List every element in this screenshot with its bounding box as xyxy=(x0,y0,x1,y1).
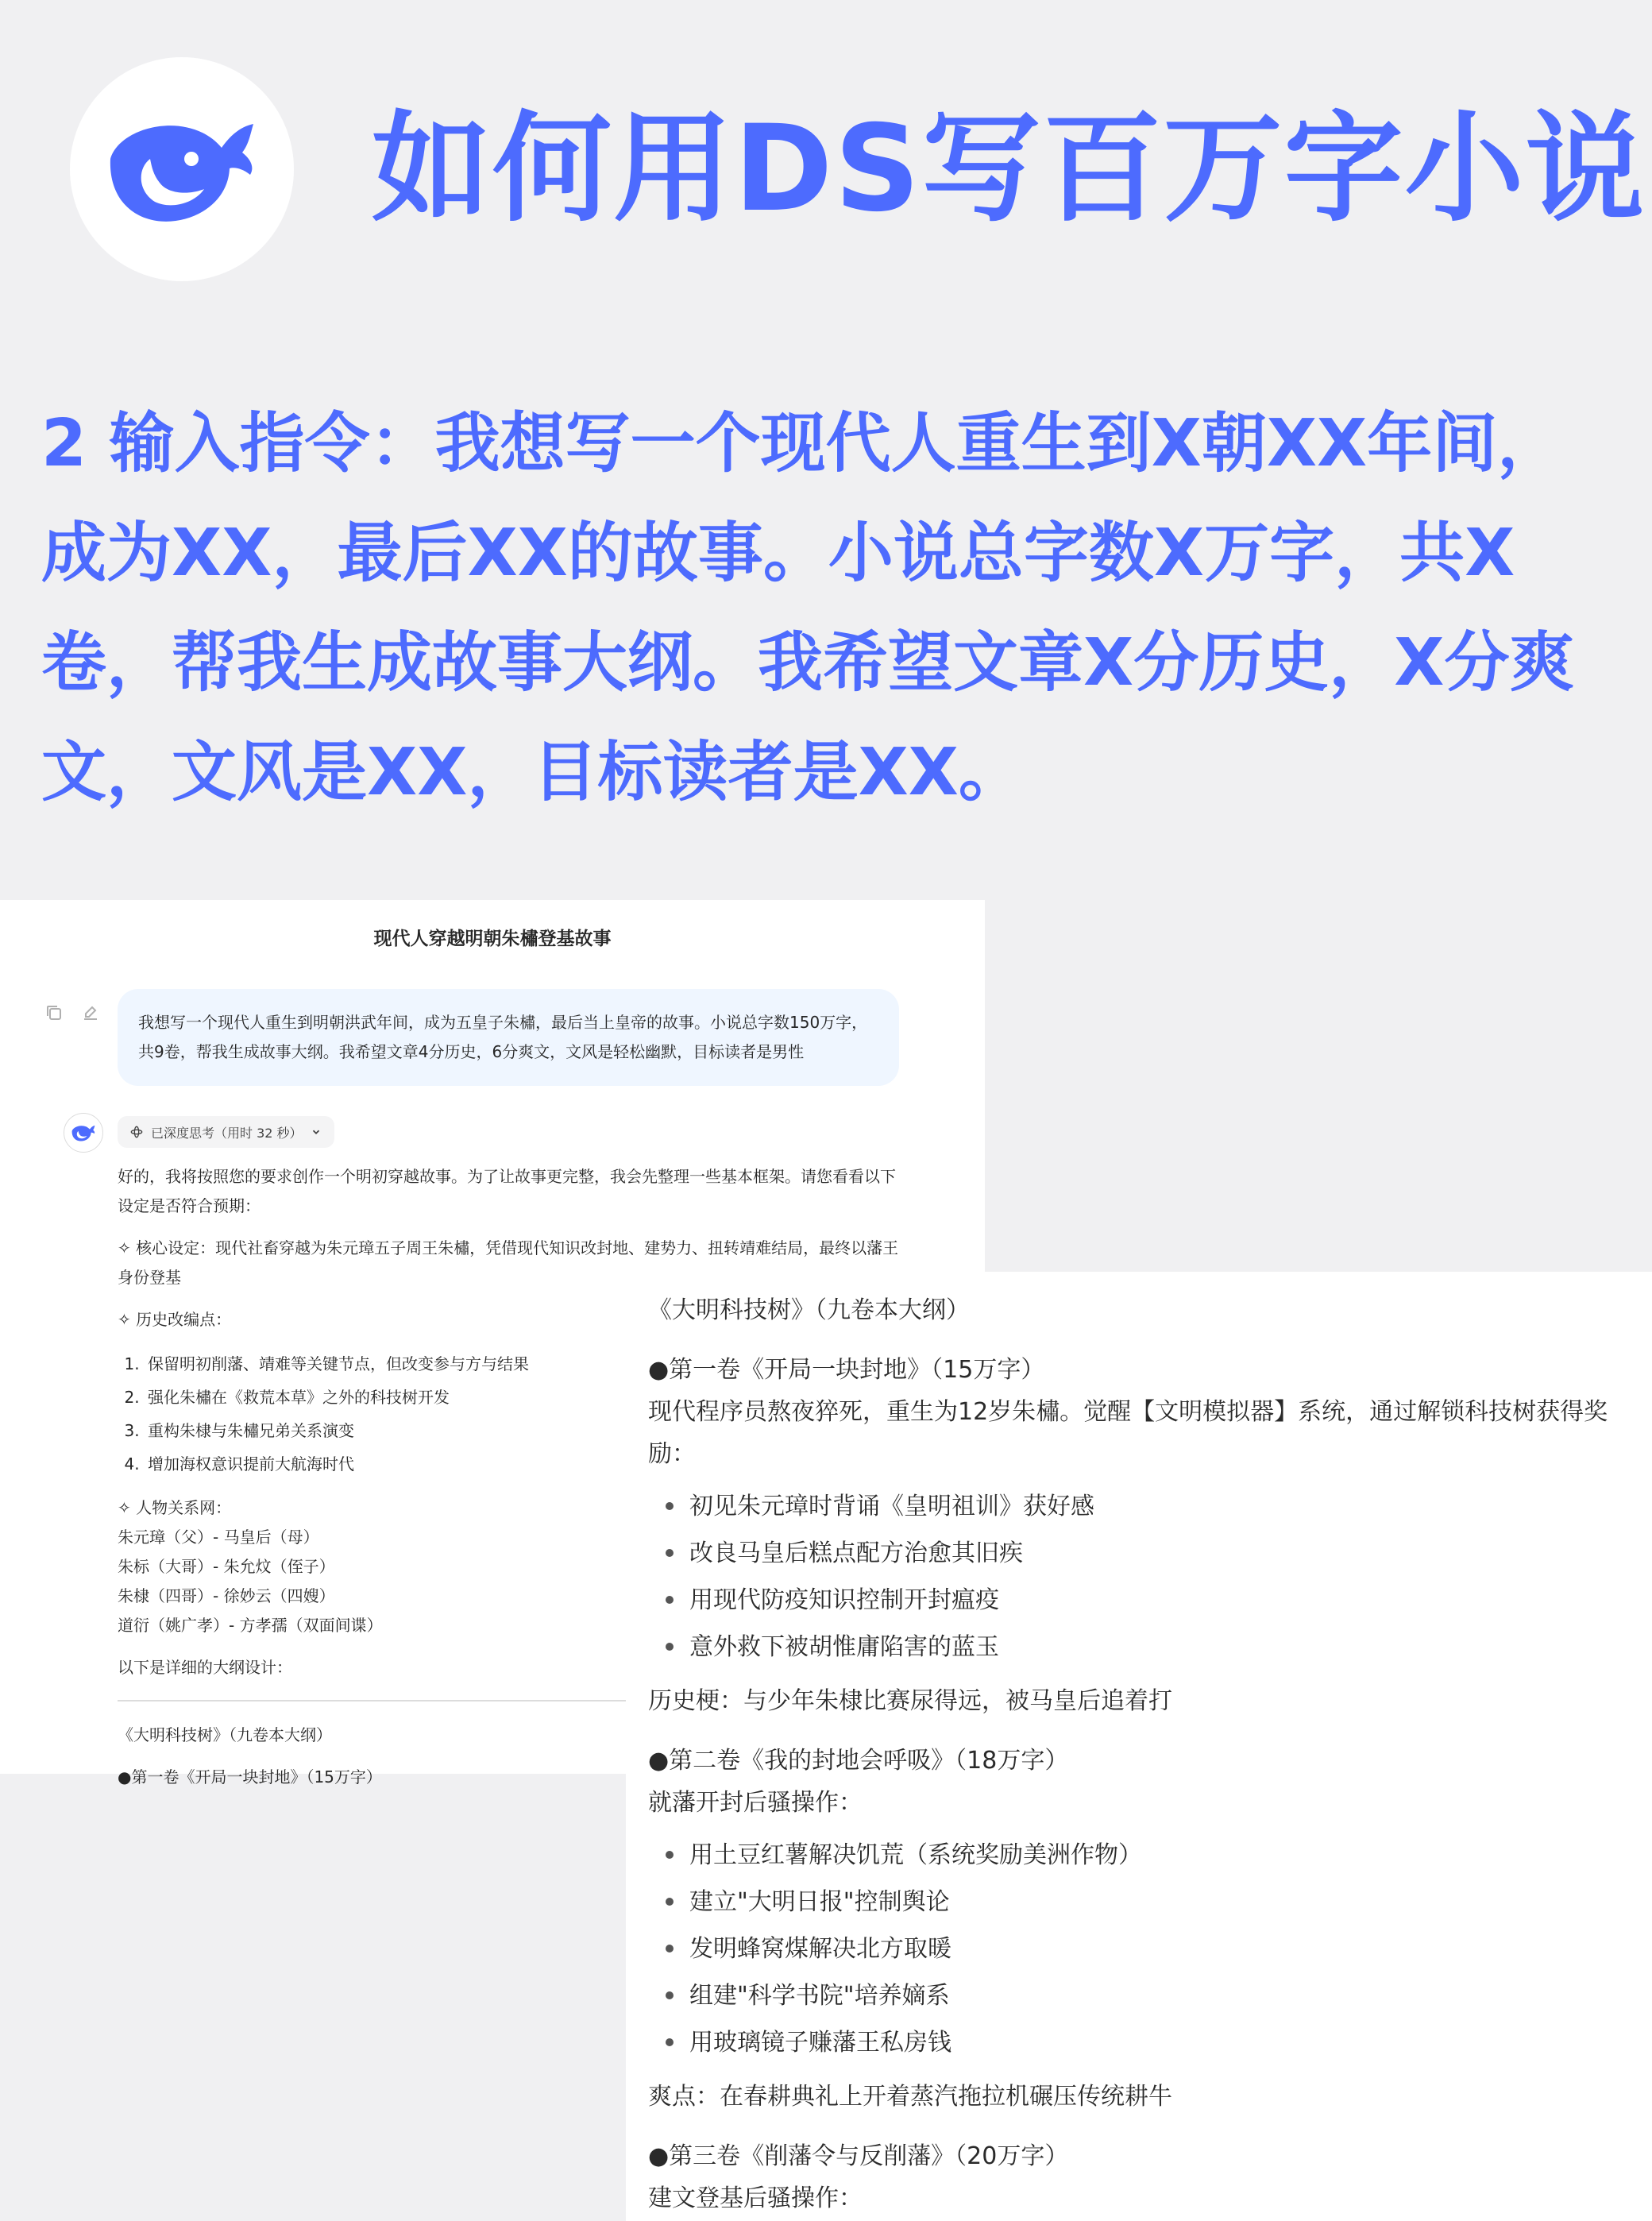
volume-heading: ●第二卷《我的封地会呼吸》（18万字） xyxy=(648,1747,1069,1775)
list-item: 组建"科学书院"培养嫡系 xyxy=(689,1972,1641,2019)
whale-icon xyxy=(102,110,261,229)
instruction-text: 2 输入指令：我想写一个现代人重生到X朝XX年间，成为XX，最后XX的故事。小说总字数X万字，共X卷，帮我生成故事大纲。我希望文章X分历史，X分爽文，文风是XX，目标读者是XX。 xyxy=(41,406,1575,810)
deepseek-logo xyxy=(70,57,294,281)
outline-screenshot xyxy=(626,1272,1652,2221)
page-title: 如何用DS写百万字小说 xyxy=(372,100,1646,238)
volume-note: 历史梗：与少年朱棣比赛尿得远，被马皇后追着打 xyxy=(648,1687,1172,1715)
list-item: 初见朱元璋时背诵《皇明祖训》获好感 xyxy=(689,1483,1641,1530)
whale-icon xyxy=(71,1123,96,1142)
history-heading: ✧ 历史改编点： xyxy=(118,1310,232,1329)
list-item: 朱棣（四哥）- 徐妙云（四嫂） xyxy=(118,1586,335,1605)
chat-title: 现代人穿越明朝朱橚登基故事 xyxy=(373,929,612,949)
list-item: 1. 保留明初削藩、靖难等关键节点，但改变参与方与结果 xyxy=(145,1347,904,1381)
volume-note: 爽点：在春耕典礼上开着蒸汽拖拉机碾压传统耕牛 xyxy=(648,2083,1172,2111)
assistant-avatar xyxy=(64,1113,103,1153)
list-item: 用土豆红薯解决饥荒（系统奖励美洲作物） xyxy=(689,1832,1641,1879)
list-item: 朱标（大哥）- 朱允炆（侄子） xyxy=(118,1557,335,1576)
edit-icon[interactable] xyxy=(81,1003,100,1022)
core-setting: ✧ 核心设定：现代社畜穿越为朱元璋五子周王朱橚，凭借现代知识改封地、建势力、扭转靖难结局，最终以藩王身份登基 xyxy=(118,1238,899,1287)
list-item: 道衍（姚广孝）- 方孝孺（双面间谍） xyxy=(118,1616,383,1635)
deep-think-label: 已深度思考（用时 32 秒） xyxy=(151,1125,303,1141)
cut-off-line: ●第一卷《开局一块封地》（15万字） xyxy=(118,1767,382,1786)
volume-desc: 建文登基后骚操作： xyxy=(648,2184,863,2212)
volume-heading: ●第三卷《削藩令与反削藩》（20万字） xyxy=(648,2142,1069,2170)
chevron-down-icon xyxy=(311,1126,322,1138)
list-item: 建立"大明日报"控制舆论 xyxy=(689,1879,1641,1926)
outline-title: 《大明科技树》（九卷本大纲） xyxy=(648,1296,970,1324)
list-item: 2. 强化朱橚在《救荒本草》之外的科技树开发 xyxy=(145,1381,904,1414)
list-item: 4. 增加海权意识提前大航海时代 xyxy=(145,1447,904,1481)
list-item: 用玻璃镜子赚藩王私房钱 xyxy=(689,2019,1641,2066)
copy-icon[interactable] xyxy=(44,1003,64,1022)
volume-desc: 就藩开封后骚操作： xyxy=(648,1789,863,1817)
outline-lead: 以下是详细的大纲设计： xyxy=(118,1658,292,1677)
list-item: 发明蜂窝煤解决北方取暖 xyxy=(689,1926,1641,1972)
list-item: 3. 重构朱棣与朱橚兄弟关系演变 xyxy=(145,1414,904,1447)
volume-desc: 现代程序员熬夜猝死，重生为12岁朱橚。觉醒【文明模拟器】系统，通过解锁科技树获得奖励： xyxy=(648,1398,1608,1468)
reply-intro: 好的，我将按照您的要求创作一个明初穿越故事。为了让故事更完整，我会先整理一些基本框架。请您看看以下设定是否符合预期： xyxy=(118,1167,896,1215)
relations-heading: ✧ 人物关系网： xyxy=(118,1498,232,1517)
user-message-bubble: 我想写一个现代人重生到明朝洪武年间，成为五皇子朱橚，最后当上皇帝的故事。小说总字数150万字，共9卷，帮我生成故事大纲。我希望文章4分历史，6分爽文，文风是轻松幽默，目标读者是男性 xyxy=(118,989,899,1086)
volume-items xyxy=(648,1832,1641,2066)
list-item: 改良马皇后糕点配方治愈其旧疾 xyxy=(689,1530,1641,1577)
list-item: 意外救下被胡惟庸陷害的蓝玉 xyxy=(689,1624,1641,1671)
volume-items xyxy=(648,1483,1641,1671)
list-item: 用现代防疫知识控制开封瘟疫 xyxy=(689,1577,1641,1624)
outline-title-small: 《大明科技树》（九卷本大纲） xyxy=(118,1725,332,1744)
message-actions xyxy=(44,1003,100,1022)
deep-think-toggle[interactable] xyxy=(118,1116,334,1148)
list-item: 朱元璋（父）- 马皇后（母） xyxy=(118,1528,319,1547)
atom-icon xyxy=(130,1126,143,1138)
volume-heading: ●第一卷《开局一块封地》（15万字） xyxy=(648,1356,1045,1384)
